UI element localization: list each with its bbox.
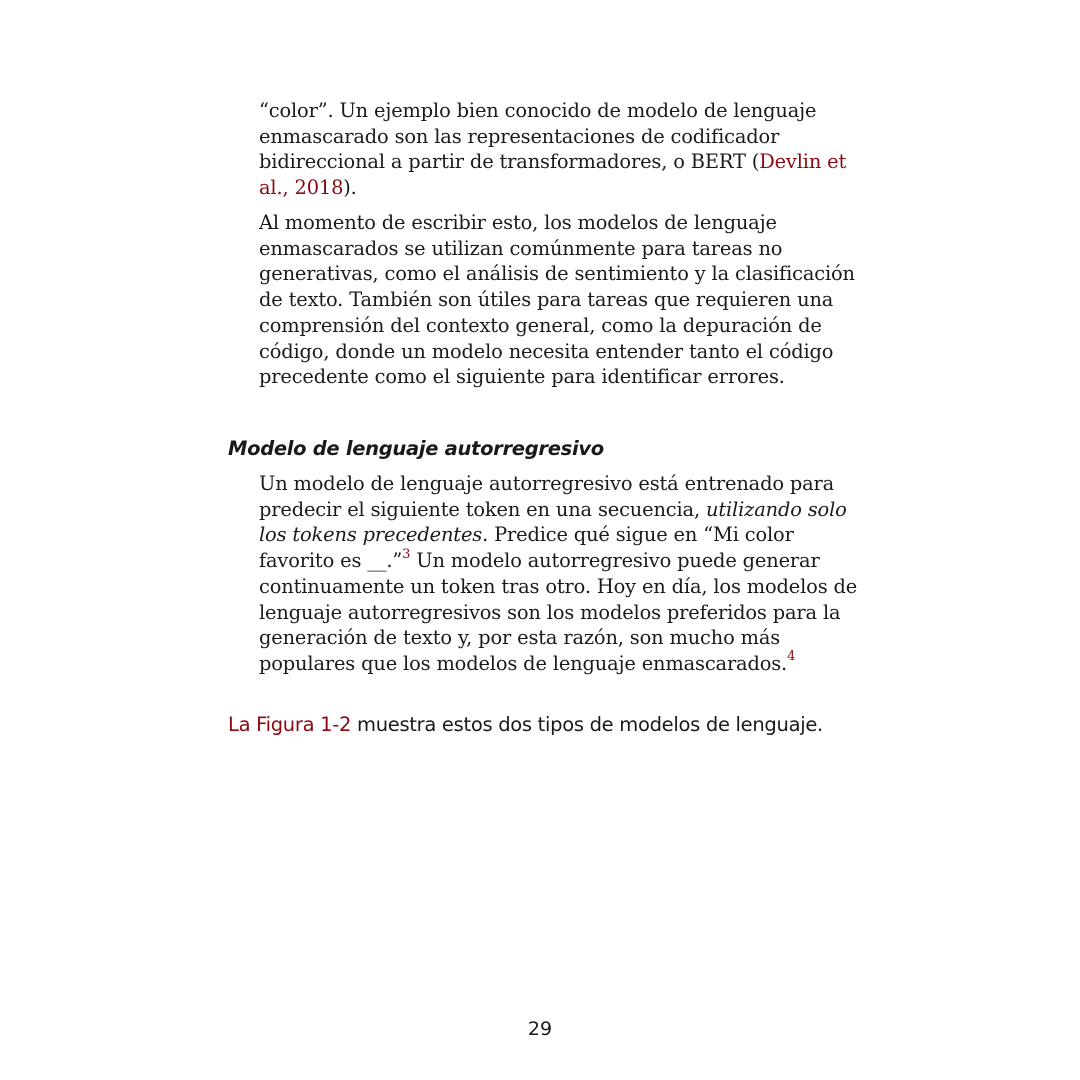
devlin-citation-link[interactable]: Devlin et al., 2018 [259, 150, 847, 200]
figure-reference-text: muestra estos dos tipos de modelos de lenguaje. [351, 713, 823, 736]
paragraph-autoregressive [259, 471, 859, 677]
paragraph-autoregressive-text-a: Un modelo de lenguaje autorregresivo está entrenado para predecir el siguiente token en una secuencia, [259, 472, 835, 521]
section-subheading: Modelo de lenguaje autorregresivo [228, 437, 604, 460]
paragraph-bert [259, 98, 859, 201]
page-number: 29 [527, 1018, 553, 1040]
paragraph-autoregressive-text-c: Un modelo autorregresivo puede generar continuamente un token tras otro. Hoy en día, los modelos de lenguaje autorregresivos son los modelos preferidos para la generación de texto y, por esta razón, son mucho más populares que los modelos de lenguaje enmascarados. [259, 549, 858, 675]
footnote-4-link[interactable]: 4 [787, 649, 796, 665]
figure-1-2-link[interactable]: La Figura 1-2 [228, 713, 352, 736]
figure-reference-line [228, 712, 823, 738]
paragraph-bert-text-b: ). [343, 176, 357, 200]
emphasis-text: utilizando solo los tokens precedentes [259, 497, 847, 547]
footnote-3-link[interactable]: 3 [402, 546, 411, 562]
paragraph-autoregressive-text-b: . Predice qué sigue en “Mi color favorito es __.” [259, 523, 794, 573]
paragraph-masked-usage: Al momento de escribir esto, los modelos de lenguaje enmascarados se utilizan comúnmente para tareas no generativas, como el análisis de sentimiento y la clasificación de texto. También son útiles para tareas que requieren una comprensión del contexto general, como la depuración de código, donde un modelo necesita entender tanto el código precedente como el siguiente para identificar errores. [259, 211, 855, 389]
paragraph-bert-text-a: “color”. Un ejemplo bien conocido de modelo de lenguaje enmascarado son las representaciones de codificador bidireccional a partir de transformadores, o BERT ( [259, 99, 817, 174]
